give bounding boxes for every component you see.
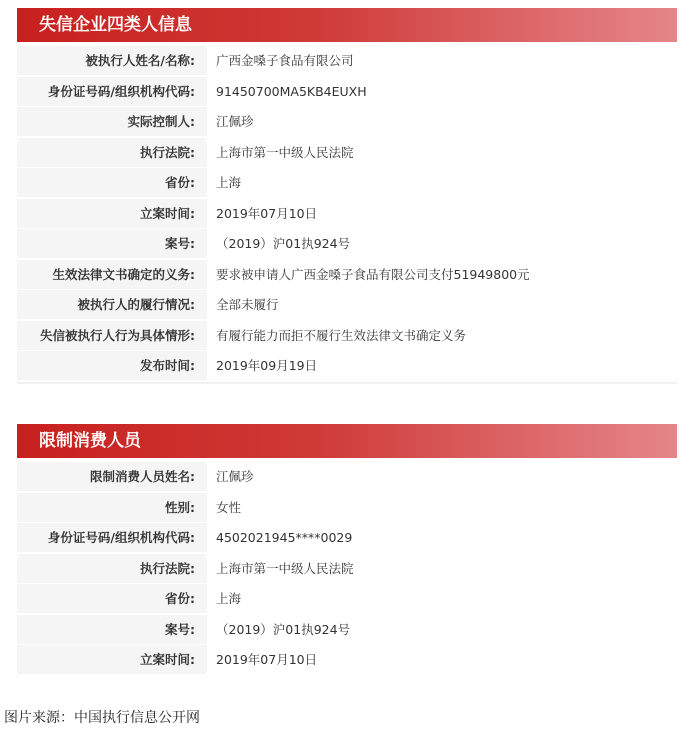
- table-row: [17, 199, 677, 228]
- consumption-restriction-section: [17, 424, 677, 676]
- table-row: [17, 290, 677, 319]
- row-value: 2019年09月19日: [207, 351, 677, 380]
- row-value: 江佩珍: [207, 107, 677, 136]
- row-label: 限制消费人员姓名:: [17, 462, 207, 491]
- info-table: [17, 46, 677, 384]
- table-row: [17, 229, 677, 258]
- row-label: 执行法院:: [17, 138, 207, 167]
- row-label: 省份:: [17, 168, 207, 197]
- row-label: 发布时间:: [17, 351, 207, 380]
- table-row: [17, 138, 677, 167]
- row-label: 身份证号码/组织机构代码:: [17, 77, 207, 106]
- table-row: [17, 523, 677, 552]
- row-value: 要求被申请人广西金嗓子食品有限公司支付51949800元: [207, 260, 677, 289]
- table-row: [17, 351, 677, 380]
- row-label: 被执行人姓名/名称:: [17, 46, 207, 75]
- row-value: 2019年07月10日: [207, 199, 677, 228]
- table-row: [17, 462, 677, 491]
- table-row: [17, 615, 677, 644]
- table-row: [17, 46, 677, 75]
- table-row: [17, 493, 677, 522]
- row-value: 广西金嗓子食品有限公司: [207, 46, 677, 75]
- row-value: （2019）沪01执924号: [207, 615, 677, 644]
- row-label: 立案时间:: [17, 645, 207, 674]
- table-row: [17, 77, 677, 106]
- row-value: 全部未履行: [207, 290, 677, 319]
- row-label: 执行法院:: [17, 554, 207, 583]
- table-row: [17, 645, 677, 674]
- table-row: [17, 260, 677, 289]
- table-row: [17, 107, 677, 136]
- table-row: [17, 584, 677, 613]
- row-label: 实际控制人:: [17, 107, 207, 136]
- row-value: 江佩珍: [207, 462, 677, 491]
- row-value: 上海市第一中级人民法院: [207, 554, 677, 583]
- row-value: 91450700MA5KB4EUXH: [207, 77, 677, 106]
- image-source-caption: 图片来源：中国执行信息公开网: [4, 710, 200, 726]
- row-label: 省份:: [17, 584, 207, 613]
- row-label: 生效法律文书确定的义务:: [17, 260, 207, 289]
- row-label: 案号:: [17, 229, 207, 258]
- dishonest-enterprise-section: [17, 8, 677, 384]
- section-title: 限制消费人员: [17, 424, 677, 458]
- row-label: 被执行人的履行情况:: [17, 290, 207, 319]
- row-label: 性别:: [17, 493, 207, 522]
- row-value: （2019）沪01执924号: [207, 229, 677, 258]
- row-value: 上海: [207, 584, 677, 613]
- table-row: [17, 168, 677, 197]
- row-value: 女性: [207, 493, 677, 522]
- table-row: [17, 321, 677, 350]
- row-label: 身份证号码/组织机构代码:: [17, 523, 207, 552]
- row-label: 失信被执行人行为具体情形:: [17, 321, 207, 350]
- section-title: 失信企业四类人信息: [17, 8, 677, 42]
- row-value: 有履行能力而拒不履行生效法律文书确定义务: [207, 321, 677, 350]
- row-label: 立案时间:: [17, 199, 207, 228]
- row-value: 2019年07月10日: [207, 645, 677, 674]
- row-value: 4502021945****0029: [207, 523, 677, 552]
- row-value: 上海市第一中级人民法院: [207, 138, 677, 167]
- info-table: [17, 462, 677, 674]
- row-label: 案号:: [17, 615, 207, 644]
- row-value: 上海: [207, 168, 677, 197]
- table-row: [17, 554, 677, 583]
